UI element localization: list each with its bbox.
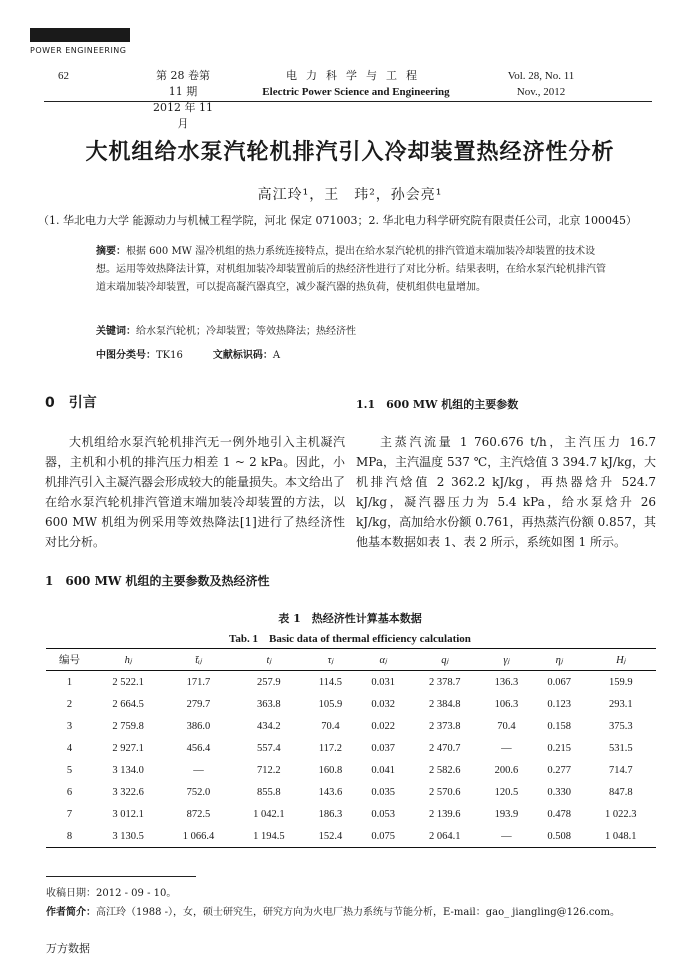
keywords-label: 关键词： [96, 326, 136, 337]
journal-name-en: Electric Power Science and Engineering [262, 86, 450, 98]
table-cell: — [480, 825, 533, 848]
logo-text: POWER ENGINEERING [30, 46, 127, 55]
journal-logo [30, 28, 130, 42]
table-cell: 193.9 [494, 808, 519, 820]
table-cell: 2 927.1 [112, 742, 144, 754]
table-cell: 3 134.0 [112, 764, 144, 776]
table-cell: 557.4 [257, 742, 281, 754]
table-cell: 872.5 [186, 808, 211, 820]
table-cell: 293.1 [608, 698, 633, 710]
table-row [46, 693, 656, 715]
table-caption-cn: 表 1 热经济性计算基本数据 [278, 612, 422, 625]
table-cell: 1 022.3 [605, 808, 637, 820]
table-cell: 8 [46, 825, 93, 848]
table-cell: 0.478 [547, 808, 571, 820]
doc-code-value: A [272, 350, 281, 361]
table-cell: 0.330 [547, 786, 571, 798]
table-cell: 4 [66, 742, 73, 754]
table-cell: 0.508 [533, 825, 586, 848]
issue-date-en: Nov., 2012 [516, 86, 566, 98]
author-note-text: 高江玲（1988 -），女，硕士研究生，研究方向为火电厂热力系统与节能分析，E-mail：gao_ jiangling@126.com。 [96, 907, 620, 918]
table-cell: 106.3 [494, 698, 519, 710]
col-header: 编号 [46, 649, 93, 671]
table-cell: 2 522.1 [112, 676, 144, 688]
table-cell: 120.5 [494, 786, 519, 798]
table-cell: 117.2 [318, 742, 343, 754]
table-cell: 0.067 [547, 676, 571, 688]
col-header: qⱼ [410, 649, 480, 671]
affiliations: （1. 华北电力大学 能源动力与机械工程学院，河北 保定 071003；2. 华北电力科学研究院有限责任公司，北京 100045） [38, 214, 637, 227]
table-row [46, 759, 656, 781]
table-cell: 70.4 [321, 720, 340, 732]
author-list: 高江玲¹，王 玮²，孙会亮¹ [257, 187, 443, 203]
table-row [46, 737, 656, 759]
clc-value: TK16 [156, 350, 183, 361]
table-cell: 2 378.7 [429, 676, 461, 688]
table-cell: 159.9 [608, 676, 633, 688]
abstract-label: 摘要： [96, 246, 126, 257]
table-cell: 0.075 [357, 825, 410, 848]
table-cell: 7 [66, 808, 73, 820]
table-cell: 386.0 [186, 720, 211, 732]
section-heading-intro: 0 引言 [45, 395, 97, 411]
table-cell: 3 322.6 [112, 786, 144, 798]
table-cell: 712.2 [257, 764, 281, 776]
table-cell: 136.3 [494, 676, 519, 688]
table-cell: — [501, 742, 512, 754]
table-cell: 456.4 [186, 742, 211, 754]
col-header: γⱼ [480, 649, 533, 671]
abstract-text: 根据 600 MW 湿冷机组的热力系统连接特点，提出在给水泵汽轮机的排汽管道末端加装冷却装置的技术设想。运用等效热降法计算，对机组加装冷却装置前后的热经济性进行了对比分析。结果表明，在给水泵汽轮机排汽管道末端加装冷却装置，可以提高凝汽器真空，减少凝汽器的热负荷，使机组供电量增加。 [96, 246, 606, 293]
col-header: Hⱼ [586, 649, 656, 671]
watermark: 万方数据 [46, 942, 90, 955]
table-cell: 375.3 [608, 720, 633, 732]
section-heading-1: 1 600 MW 机组的主要参数及热经济性 [45, 574, 270, 588]
table-cell: 257.9 [257, 676, 281, 688]
table-cell: 2 [66, 698, 73, 710]
table-cell: 2 384.8 [429, 698, 461, 710]
footnote-divider [46, 876, 196, 877]
table-cell: 3 130.5 [93, 825, 163, 848]
col-header: αⱼ [357, 649, 410, 671]
table-cell: 3 [66, 720, 73, 732]
table-cell: 3 012.1 [112, 808, 144, 820]
received-date [46, 884, 176, 899]
author-note [46, 903, 666, 918]
table-cell: 1 194.5 [234, 825, 304, 848]
col-header: tⱼ [234, 649, 304, 671]
table-cell: — [193, 764, 204, 776]
table-cell: 143.6 [318, 786, 343, 798]
table-row [46, 825, 656, 848]
table-cell: 0.123 [547, 698, 571, 710]
table-cell: 5 [66, 764, 73, 776]
table-cell: 752.0 [186, 786, 211, 798]
table-cell: 531.5 [608, 742, 633, 754]
table-row [46, 671, 656, 694]
received-text: 收稿日期：2012 - 09 - 10。 [46, 888, 177, 899]
table-cell: 0.037 [371, 742, 396, 754]
table-cell: 152.4 [304, 825, 357, 848]
table-cell: 114.5 [318, 676, 343, 688]
table-caption-en: Tab. 1 Basic data of thermal efficiency calculation [229, 633, 471, 645]
author-note-label: 作者简介： [46, 907, 96, 918]
journal-name-cn: 电力科学与工程 [286, 69, 426, 82]
issue-info [148, 68, 218, 132]
intro-paragraph: 大机组给水泵汽轮机排汽无一例外地引入主机凝汽器，主机和小机的排汽压力相差 1 ~ 2 kPa。因此，小机排汽引入主凝汽器会形成较大的能量损失。本文给出了在给水泵汽轮机排汽管道末端加装冷却装置的方法，以 600 MW 机组为例采用等效热降法[1]进行了热经济性对比分析。 [45, 435, 346, 549]
table-cell: 2 064.1 [410, 825, 480, 848]
keywords-text: 给水泵汽轮机；冷却装置；等效热降法；热经济性 [136, 326, 356, 337]
issue-info-en [496, 68, 586, 100]
issue-volume: 第 28 卷第 11 期 [156, 69, 210, 98]
table-cell: 279.7 [186, 698, 211, 710]
issue-volume-en: Vol. 28, No. 11 [507, 70, 575, 82]
table-cell: 0.032 [371, 698, 396, 710]
table-cell: 0.022 [371, 720, 396, 732]
table-row [46, 781, 656, 803]
issue-date: 2012 年 11 月 [153, 101, 213, 130]
table-cell: 186.3 [318, 808, 343, 820]
table-cell: 6 [66, 786, 73, 798]
table-cell: 855.8 [257, 786, 281, 798]
table-cell: 105.9 [318, 698, 343, 710]
table-cell: 434.2 [257, 720, 281, 732]
col-header: τⱼ [304, 649, 357, 671]
table-cell: 171.7 [186, 676, 211, 688]
table-cell: 363.8 [257, 698, 281, 710]
table-cell: 0.031 [371, 676, 396, 688]
table-cell: 847.8 [608, 786, 633, 798]
col-header: hⱼ [93, 649, 163, 671]
table-row [46, 803, 656, 825]
table-cell: 0.053 [371, 808, 396, 820]
keywords [96, 322, 356, 337]
table-cell: 70.4 [497, 720, 516, 732]
table-cell: 2 139.6 [429, 808, 461, 820]
table-cell: 2 582.6 [429, 764, 461, 776]
table-cell: 0.215 [547, 742, 571, 754]
header-divider [44, 101, 652, 102]
table-row [46, 715, 656, 737]
table-cell: 2 759.8 [112, 720, 144, 732]
doc-code-label: 文献标识码： [212, 350, 273, 361]
table-cell: 1 [66, 676, 73, 688]
page-number: 62 [58, 70, 69, 82]
table-cell: 2 664.5 [112, 698, 144, 710]
table-cell: 1 048.1 [586, 825, 656, 848]
table-header-row [46, 649, 656, 671]
table-cell: 0.035 [371, 786, 396, 798]
table-cell: 2 373.8 [429, 720, 461, 732]
table-cell: 1 066.4 [163, 825, 233, 848]
table-cell: 2 570.6 [429, 786, 461, 798]
table-cell: 0.041 [371, 764, 396, 776]
table-cell: 0.277 [547, 764, 571, 776]
table-cell: 2 470.7 [429, 742, 461, 754]
table-cell: 714.7 [608, 764, 633, 776]
table-cell: 160.8 [318, 764, 343, 776]
table-cell: 0.158 [547, 720, 571, 732]
col-header: t̄ᵢⱼ [163, 649, 233, 671]
journal-name [256, 68, 456, 100]
table-cell: 1 042.1 [253, 808, 285, 820]
classification [96, 346, 280, 361]
paper-title: 大机组给水泵汽轮机排汽引入冷却装置热经济性分析 [85, 140, 615, 165]
clc-label: 中图分类号： [96, 350, 156, 361]
table-cell: 200.6 [494, 764, 519, 776]
data-table [46, 648, 656, 848]
abstract [96, 243, 606, 297]
parameters-paragraph: 主蒸汽流量 1 760.676 t/h，主汽压力 16.7 MPa，主汽温度 537 ℃，主汽焓值 3 394.7 kJ/kg，大机排汽焓值 2 362.2 kJ/kg，再热器焓升 524.7 kJ/kg，凝汽器压力为 5.4 kPa，给水泵焓升 26 kJ/kg，高加给水份额 0.761，再热蒸汽份额 0.857，其他基本数据如表 1、表 2 所示，系统如图 1 所示。 [356, 435, 656, 549]
section-heading-1-1: 1.1 600 MW 机组的主要参数 [356, 398, 519, 411]
col-header: ηⱼ [533, 649, 586, 671]
